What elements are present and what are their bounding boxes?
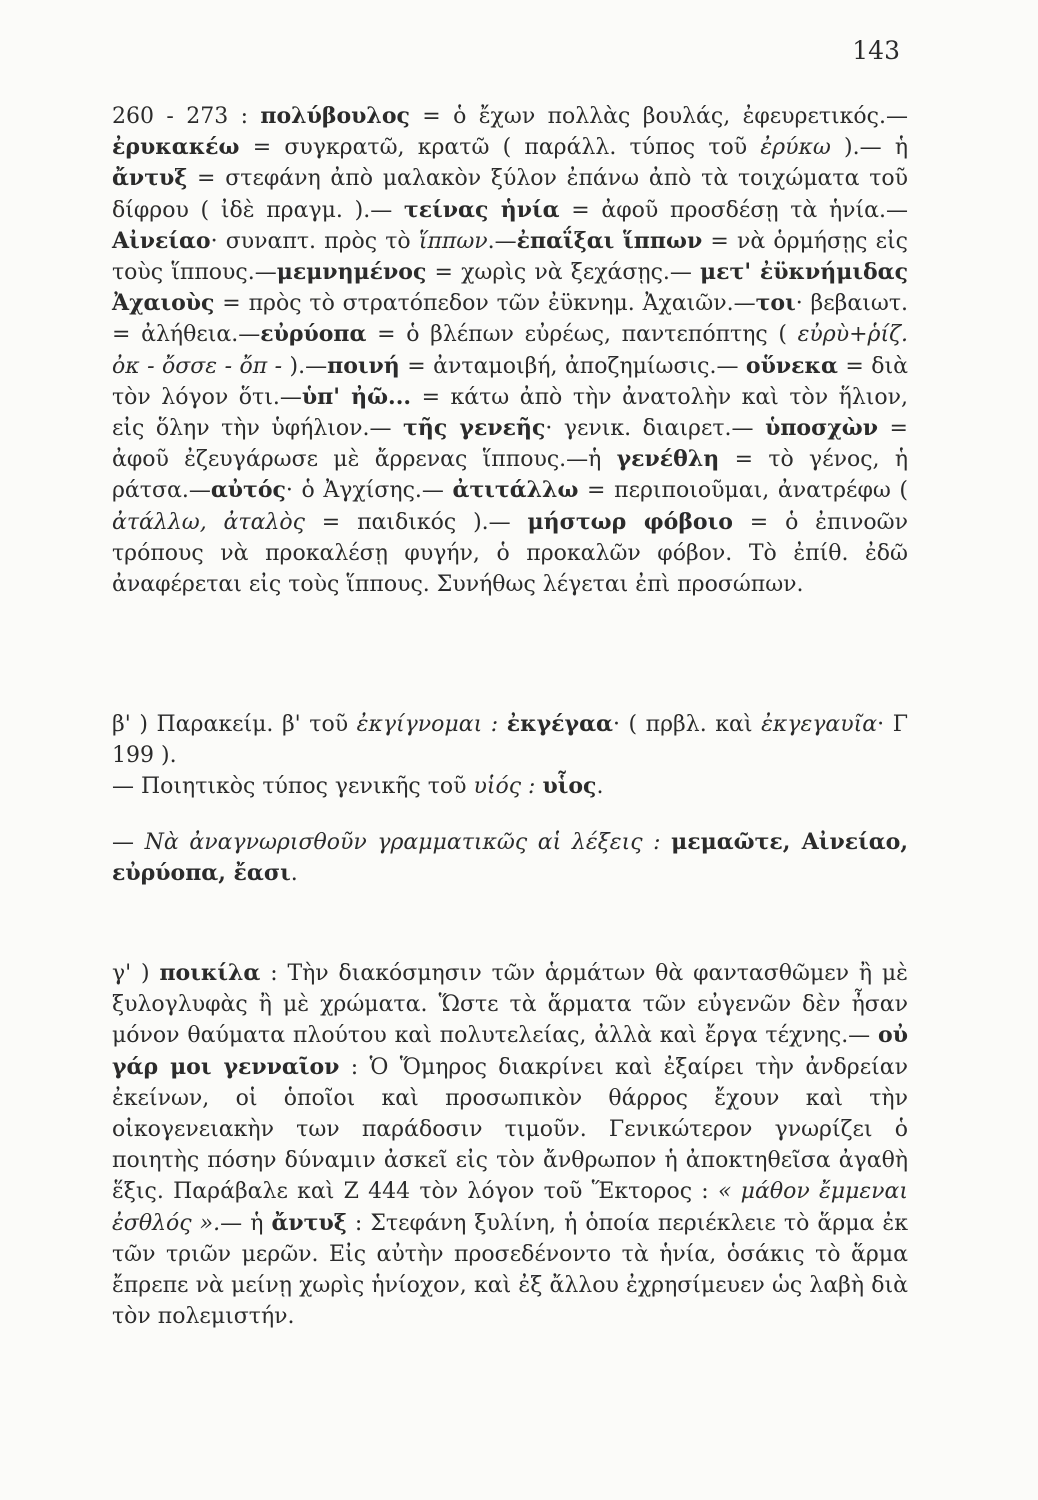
italic-text: Νὰ ἀναγνωρισθοῦν γραμματικῶς αἱ λέξεις : [144, 829, 661, 855]
lemma-term: οὕνεκα [745, 352, 838, 379]
text-run: · ὁ Ἀγχίσης.— [285, 478, 453, 504]
text-run: = χωρὶς νὰ ξεχάσῃς.— [426, 260, 701, 286]
text-run: · Γ 199 ). [112, 712, 908, 769]
text-run: = ἀφοῦ ἐζευγάρωσε μὲ ἄρρενας ἵππους.—ἡ [112, 416, 908, 473]
lemma-term: ἐκγέγαα [506, 711, 613, 737]
lemma-term: μήστωρ φόβοιο [527, 508, 733, 535]
text-run: = νὰ ὁρμήσῃς εἰς τοὺς ἵππους.— [112, 228, 908, 286]
lemma-term: μεμαῶτε, Αἰνείαο, εὐρύοπα, ἔασι [112, 828, 909, 886]
text-run: = ὁ βλέπων εὐρέως, παντεπόπτης ( [366, 322, 798, 348]
text-run: = διὰ τὸν λόγον ὅτι.— [112, 353, 908, 410]
text-run: .— [487, 228, 517, 254]
text-run: γ' ) [112, 961, 160, 986]
italic-text: ἵππων [418, 228, 488, 254]
text-run: = παιδικός ).— [304, 509, 528, 535]
lemma-term: τείνας ἡνία [403, 196, 560, 223]
text-run: : Ὁ Ὅμηρος διακρίνει καὶ ἐξαίρει τὴν ἀνδρείαν ἐκείνων, οἱ ὁποῖοι καὶ προσωπικὸν θάρρος ἔχουν καὶ τὴν οἰκογενειακὴν των παράδοσιν τιμοῦν. Γενικώτερον γνωρίζει ὁ ποιητὴς πόσην δύναμιν ἀσκεῖ εἰς τὸν ἄνθρωπον ἡ ἀποκτηθεῖσα ἀγαθὴ ἕξις. Παράβαλε καὶ Ζ 444 τὸν λόγον τοῦ Ἕκτορος : [112, 1054, 908, 1205]
lemma-term: ἐρυκακέω [112, 134, 240, 161]
text-run: = ὁ ἐπινοῶν τρόπους νὰ προκαλέσῃ φυγήν, ὁ προκαλῶν φόβον. Τὸ ἐπίθ. ἐδῶ ἀναφέρεται εἰς τοὺς ἵππους. Συνήθως λέγεται ἐπὶ προσώπων. [112, 509, 908, 598]
text-run: . [290, 860, 298, 886]
text-run: = ἀνταμοιβή, ἀποζημίωσις.— [399, 353, 746, 379]
beta-grammar-line [112, 709, 908, 771]
text-run: = κάτω ἀπὸ τὴν ἀνατολὴν καὶ τὸν ἥλιον, εἰς ὅλην τὴν ὑφήλιον.— [112, 384, 908, 442]
text-run: · γενικ. διαιρετ.— [545, 416, 766, 442]
text-run: · ( πρβλ. καὶ [612, 712, 762, 737]
lemma-term: τῆς γενεῆς [403, 415, 546, 442]
lemma-term: ὑποσχὼν [765, 415, 879, 442]
lemma-term: αὐτός [210, 477, 286, 504]
lemma-term: ὑπ' ἠῶ... [301, 383, 412, 410]
lemma-term: ἀτιτάλλω [452, 477, 579, 504]
italic-text: « μάθον ἔμμεναι ἐσθλός ». [112, 1179, 909, 1236]
text-run: = τὸ γένος, ἡ ράτσα.— [112, 447, 909, 504]
text-run: : Τὴν διακόσμησιν τῶν ἁρμάτων θὰ φαντασθῶμεν ἢ μὲ ξυλογλυφὰς ἢ μὲ χρώματα. Ὥστε τὰ ἅρματα τῶν εὐγενῶν δὲν ἦσαν μόνον θαύματα πλούτου καὶ πολυτελείας, ἀλλὰ καὶ ἔργα τέχνης.— [112, 961, 908, 1049]
text-run: · συναπτ. πρὸς τὸ [210, 228, 419, 254]
italic-text: εὐρὺ+ῥίζ. ὀκ - ὄσσε - ὄπ - [112, 322, 909, 379]
beta-genitive-line [112, 771, 908, 802]
text-run: ).— [282, 353, 328, 379]
text-run: β' ) Παρακείμ. β' τοῦ [112, 712, 357, 737]
lemma-term: ἄντυξ [271, 1209, 347, 1236]
text-run [498, 712, 507, 737]
text-run: = συγκρατῶ, κρατῶ ( παράλλ. τύπος τοῦ [239, 135, 761, 161]
italic-text: ἀτάλλω, ἀταλὸς [112, 509, 305, 535]
lemma-term: εὐρύοπα [260, 321, 367, 348]
lemma-term: τοι [755, 290, 796, 317]
text-run: — ἡ [220, 1210, 272, 1236]
italic-text: ἐκγεγαυῖα [761, 712, 878, 737]
text-run: 260 - 273 : [112, 104, 261, 129]
italic-text: ἐκγίγνομαι : [356, 712, 499, 737]
text-run [661, 830, 672, 855]
lemma-term: ποινή [327, 352, 400, 379]
lemma-term: οὐ γάρ μοι γενναῖον [112, 1022, 908, 1080]
commentary-section-lines-260-273 [112, 101, 908, 600]
lemma-term: ποικίλα [159, 960, 261, 986]
text-run: = πρὸς τὸ στρατόπεδον τῶν ἐϋκνημ. Ἀχαιῶν.— [214, 291, 756, 317]
text-run: = ὁ ἔχων πολλὰς βουλάς, ἐφευρετικός.— [409, 104, 908, 129]
text-run: = περιποιοῦμαι, ἀνατρέφω ( [578, 478, 908, 504]
beta-exercise-line [112, 827, 908, 889]
lemma-term: πολύβουλος [260, 103, 410, 129]
lemma-term: μεμνημένος [276, 259, 427, 286]
lemma-term: υἷος [542, 773, 597, 800]
text-run: · βεβαιωτ. = ἀλήθεια.— [112, 291, 908, 348]
lemma-term: Αἰνείαο [112, 227, 211, 254]
text-run: = ἀφοῦ προσδέσῃ τὰ ἡνία.— [559, 197, 908, 223]
text-run: — [112, 829, 145, 855]
text-run: ).— ἡ [830, 135, 908, 161]
commentary-section-beta [112, 709, 908, 889]
text-run: — Ποιητικὸς τύπος γενικῆς τοῦ [112, 774, 474, 800]
lemma-term: ἄντυξ [112, 165, 188, 192]
lemma-term: ἐπαΐξαι ἵππων [516, 227, 703, 254]
text-run: = στεφάνη ἀπὸ μαλακὸν ξύλον ἐπάνω ἀπὸ τὰ τοιχώματα τοῦ δίφρου ( ἰδὲ πραγμ. ).— [112, 166, 908, 223]
text-run: . [596, 774, 604, 800]
italic-text: ἐρύκω [760, 135, 831, 161]
page-number: 143 [852, 36, 900, 65]
text-run: : Στεφάνη ξυλίνη, ἡ ὁποία περιέκλειε τὸ ἅρμα ἐκ τῶν τριῶν μερῶν. Εἰς αὐτὴν προσεδένοντο τὰ ἡνία, ὁσάκις τὸ ἅρμα ἔπρεπε νὰ μείνῃ χωρὶς ἡνίοχον, καὶ ἐξ ἄλλου ἐχρησίμευεν ὡς λαβὴ διὰ τὸν πολεμιστήν. [112, 1210, 908, 1330]
italic-text: υἱός : [473, 774, 536, 800]
lemma-term: μετ' ἐϋκνήμιδας Ἀχαιοὺς [112, 259, 908, 317]
commentary-section-gamma [112, 958, 908, 1332]
lemma-term: γενέθλη [616, 446, 720, 473]
